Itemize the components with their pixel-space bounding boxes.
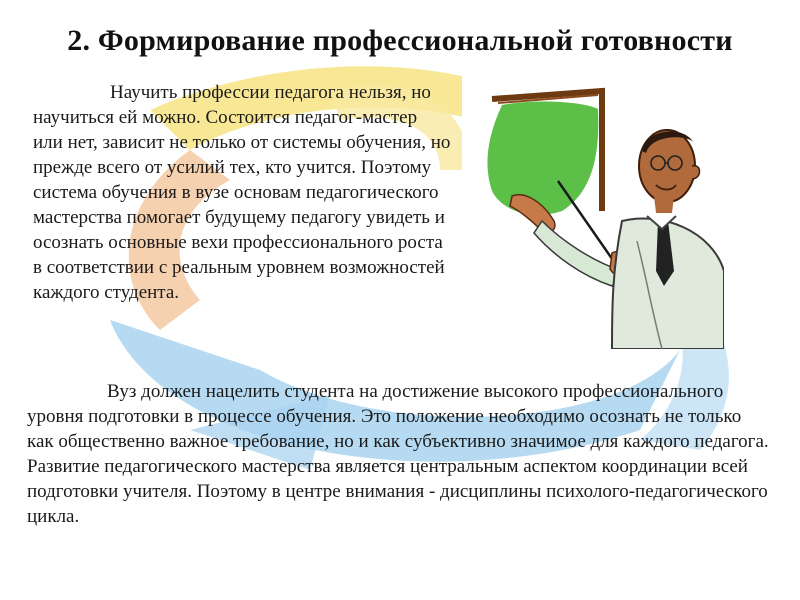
slide-title: 2. Формирование профессиональной готовности — [67, 24, 733, 57]
board-surface — [487, 102, 598, 215]
paragraph-1 — [33, 80, 451, 305]
paragraph-2-text: Вуз должен нацелить студента на достижение высокого профессионального уровня подготовки в процессе обучения. Это положение необходимо осознать не только как общественно важное требование, но и как субъективно значимое для каждого педагога. Развитие педагогического мастерства является центральным аспектом координации всей подготовки учителя. Поэтому в центре внимания - дисциплины психолого-педагогического цикла. — [27, 381, 769, 527]
paragraph-1-text: Научить профессии педагога нельзя, но научиться ей можно. Состоится педагог-мастер или нет, зависит не только от системы обучения, но прежде всего от усилий тех, кто учится. Поэтому система обучения в вузе основам педагогического мастерства помогает будущему педагогу увидеть и осознать основные вехи профессионального роста в соответствии с реальным уровнем возможностей каждого студента. — [33, 82, 451, 303]
paragraph-2 — [27, 379, 772, 529]
ear — [692, 166, 700, 179]
teacher-clipart-icon — [462, 71, 724, 349]
neck — [654, 196, 674, 213]
